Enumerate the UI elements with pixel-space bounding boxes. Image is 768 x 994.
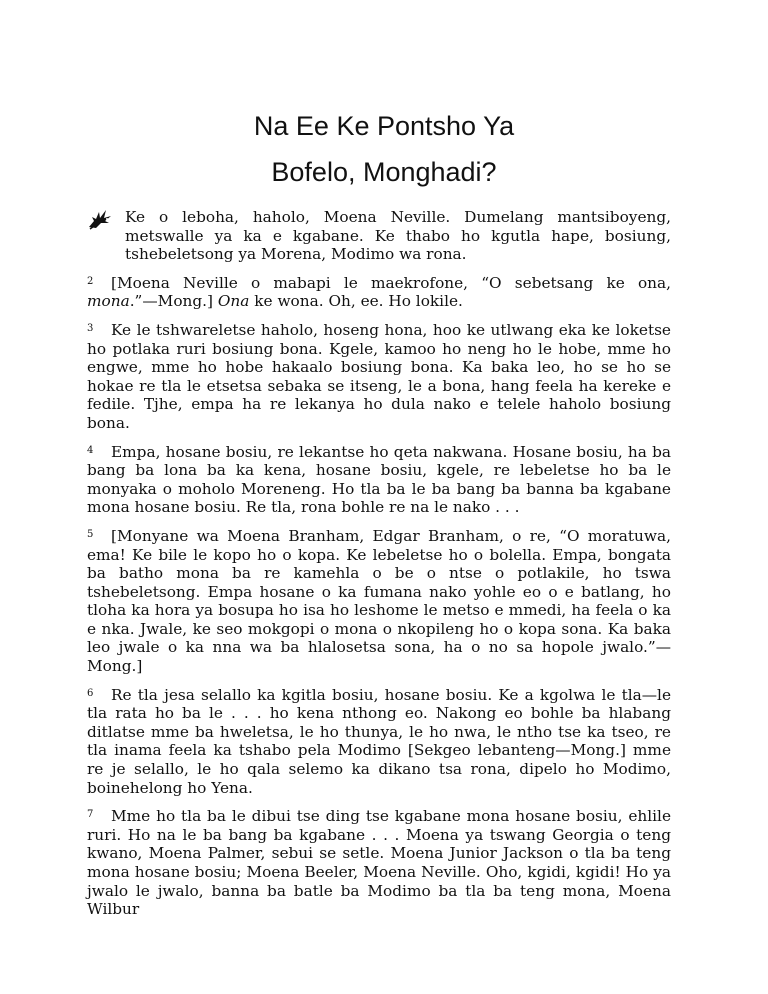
paragraph-7-text: Mme ho tla ba le dibui tse ding tse kgabane mona hosane bosiu, ehlile ruri. Ho na le ba bang ba kgabane . . . Moena ya tswang Georgia o teng kwano, Moena Palmer, sebui se setle. Moena Junior Jackson o tla ba teng mona hosane bosiu; Moena Beeler, Moena Neville. Oho, kgidi, kgidi! Ho ya jwalo le jwalo, banna ba batle ba Modimo ba tla ba teng mona, Moena Wilbur bbox=[87, 807, 671, 919]
paragraph-2-text-b: .”—Mong.] bbox=[129, 292, 218, 311]
paragraph-number: 7 bbox=[87, 809, 94, 821]
paragraph-4 bbox=[87, 442, 671, 517]
dove-icon bbox=[87, 208, 113, 230]
sermon-body bbox=[87, 208, 671, 928]
paragraph-3 bbox=[87, 320, 671, 433]
paragraph-1-text: Ke o leboha, haholo, Moena Neville. Dumelang mantsiboyeng, metswalle ya ka e kgabane. Ke thabo ho kgutla hape, bosiung, tshebeletsong ya Morena, Modimo wa rona. bbox=[125, 208, 671, 264]
title-block bbox=[0, 103, 768, 195]
paragraph-number: 4 bbox=[87, 444, 94, 456]
paragraph-2-italic-1: mona bbox=[87, 292, 130, 311]
paragraph-3-text: Ke le tshwareletse haholo, hoseng hona, hoo ke utlwang eka ke loketse ho potlaka ruri bosiung bona. Kgele, kamoo ho neng ho le hobe, mme ho engwe, mme ho hobe hakaalo bosiung bona. Ka baka leo, ho se ho se hokae re tla le etsetsa sebaka se itseng, le a bona, hang feela ha kereke e fedile. Tjhe, empa ha re lekanya ho dula nako e telele haholo bosiung bona. bbox=[87, 320, 671, 432]
page-title-line-2: Bofelo, Monghadi? bbox=[271, 157, 497, 187]
paragraph-6 bbox=[87, 685, 671, 798]
paragraph-number: 2 bbox=[87, 275, 94, 287]
paragraph-2-text-a: [Moena Neville o mabapi le maekrofone, “O sebetsang ke ona, bbox=[111, 273, 671, 292]
paragraph-7 bbox=[87, 806, 671, 919]
paragraph-4-text: Empa, hosane bosiu, re lekantse ho qeta nakwana. Hosane bosiu, ha ba bang ba lona ba ka kena, hosane bosiu, kgele, re lebeletse ho ba le monyaka o moholo Moreneng. Ho tla ba le ba bang ba banna ba kgabane mona hosane bosiu. Re tla, rona bohle re na le nako . . . bbox=[87, 442, 671, 517]
paragraph-6-text: Re tla jesa selallo ka kgitla bosiu, hosane bosiu. Ke a kgolwa le tla—le tla rata ho ba le . . . ho kena nthong eo. Nakong eo bohle ba hlabang ditlatse mme ba hweletsa, le ho thunya, le ho nwa, le ntho tse ka tseo, re tla inama feela ka tshabo pela Modimo [Sekgeo lebanteng—Mong.] mme re je selallo, le ho qala selemo ka dikano tsa rona, dipelo ho Modimo, boinehelong ho Yena. bbox=[87, 685, 671, 797]
paragraph-2-text-c: ke wona. Oh, ee. Ho lokile. bbox=[249, 292, 463, 311]
paragraph-1 bbox=[87, 208, 671, 264]
paragraph-5-text: [Monyane wa Moena Branham, Edgar Branham, o re, “O moratuwa, ema! Ke bile le kopo ho o kopa. Ke lebeletse ho o bolella. Empa, bongata ba batho mona ba re kamehla o be o ntse o potlakile, ho tswa tshebeletsong. Empa hosane o ka fumana nako yohle eo o e batlang, ho tloha ka hora ya bosupa ho isa ho leshome le metso e mmedi, ha feela o ka e nka. Jwale, ke seo mokgopi o mona o nkopileng ho o kopa sona. Ka baka leo jwale o ka nna wa ba hlalosetsa sona, ha o no sa hopole jwalo.”—Mong.] bbox=[87, 526, 671, 676]
paragraph-number: 5 bbox=[87, 528, 94, 540]
paragraph-number: 3 bbox=[87, 322, 94, 334]
paragraph-2 bbox=[87, 273, 671, 311]
paragraph-2-italic-2: Ona bbox=[217, 292, 250, 311]
paragraph-5 bbox=[87, 526, 671, 676]
paragraph-number: 6 bbox=[87, 687, 94, 699]
page-title-line-1: Na Ee Ke Pontsho Ya bbox=[253, 111, 515, 141]
